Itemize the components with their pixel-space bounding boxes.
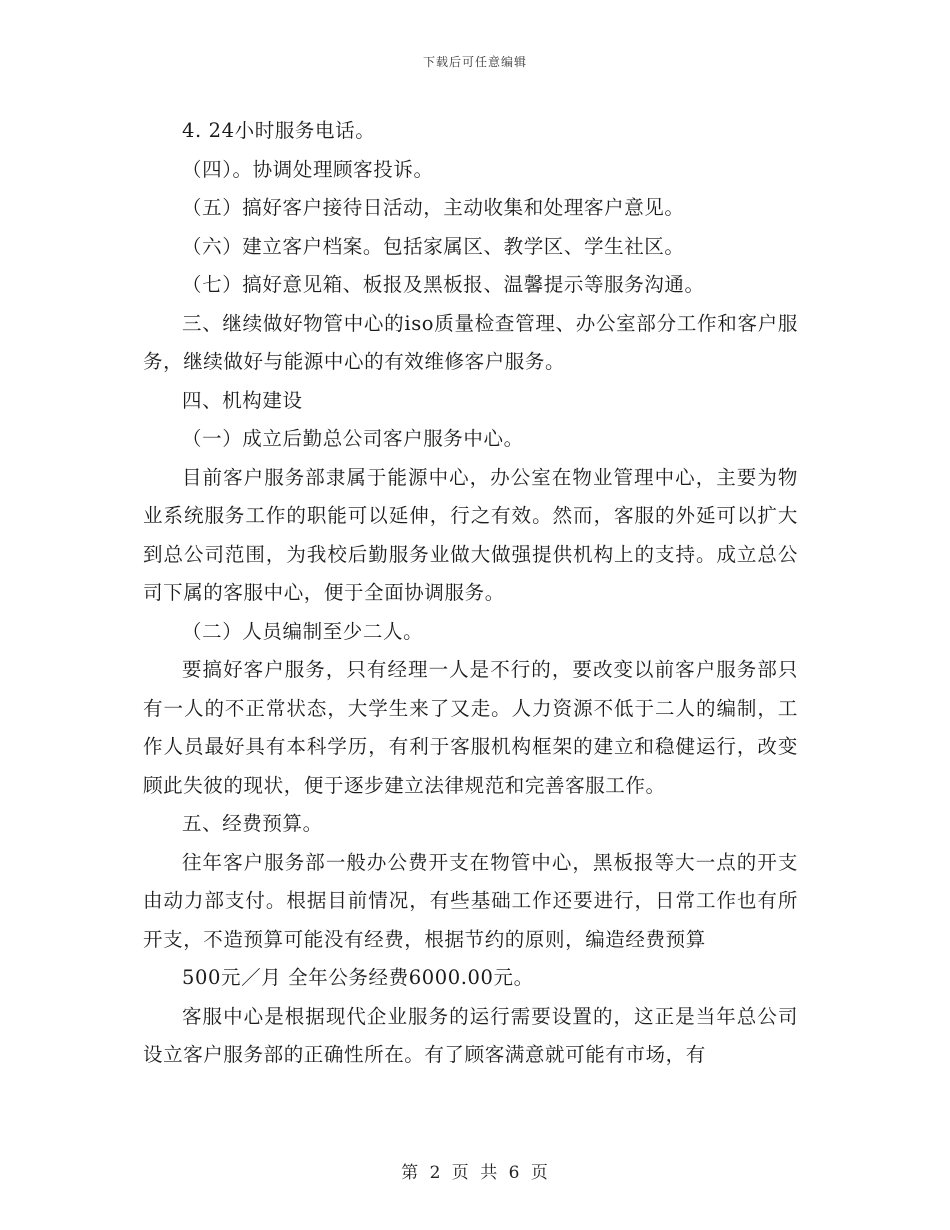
paragraph-budget-amount: 500元／月 全年公务经费6000.00元。 <box>182 966 534 989</box>
page-footer: 第 2 页 共 6 页 <box>401 1163 549 1183</box>
paragraph-complaints: （四）。协调处理顾客投诉。 <box>182 157 434 181</box>
paragraph-customer-files: （六）建立客户档案。包括家属区、教学区、学生社区。 <box>182 234 685 258</box>
paragraph-reception-day: （五）搞好客户接待日活动，主动收集和处理客户意见。 <box>182 196 685 219</box>
page-header: 下载后可任意编辑 <box>422 55 527 69</box>
paragraph-current-status: 目前客户服务部隶属于能源中心，办公室在物业管理中心，主要为物业系统服务工作的职能可以延伸，行之有效。然而，客服的外延可以扩大到总公司范围，为我校后勤服务业做大做强提供机构上的支持。成立总公司下属的客服中心，便于全面协调服务。 <box>143 465 798 604</box>
paragraph-suggestion-box: （七）搞好意见箱、板报及黑板报、温馨提示等服务沟通。 <box>182 273 705 296</box>
heading-section-five: 五、经费预算。 <box>182 812 323 835</box>
paragraph-section-three: 三、继续做好物管中心的iso质量检查管理、办公室部分工作和客户服务，继续做好与能源中心的有效维修客户服务。 <box>143 311 798 373</box>
paragraph-budget-history: 往年客户服务部一般办公费开支在物管中心，黑板报等大一点的开支由动力部支付。根据目前情况，有些基础工作还要进行，日常工作也有所开支，不造预算可能没有经费，根据节约的原则，编造经费预算 <box>143 850 798 951</box>
paragraph-24h-phone: 4. 24小时服务电话。 <box>182 119 376 142</box>
paragraph-staffing: 要搞好客户服务，只有经理一人是不行的，要改变以前客户服务部只有一人的不正常状态，大学生来了又走。人力资源不低于二人的编制，工作人员最好具有本科学历，有利于客服机构框架的建立和稳健运行，改变顾此失彼的现状，便于逐步建立法律规范和完善客服工作。 <box>143 658 798 797</box>
paragraph-subsection-one: （一）成立后勤总公司客户服务中心。 <box>182 427 524 450</box>
document-body <box>143 112 798 1075</box>
paragraph-subsection-two: （二）人员编制至少二人。 <box>182 619 424 643</box>
heading-section-four: 四、机构建设 <box>182 388 303 412</box>
paragraph-conclusion: 客服中心是根据现代企业服务的运行需要设置的，这正是当年总公司设立客户服务部的正确性所在。有了顾客满意就可能有市场，有 <box>143 1004 798 1066</box>
